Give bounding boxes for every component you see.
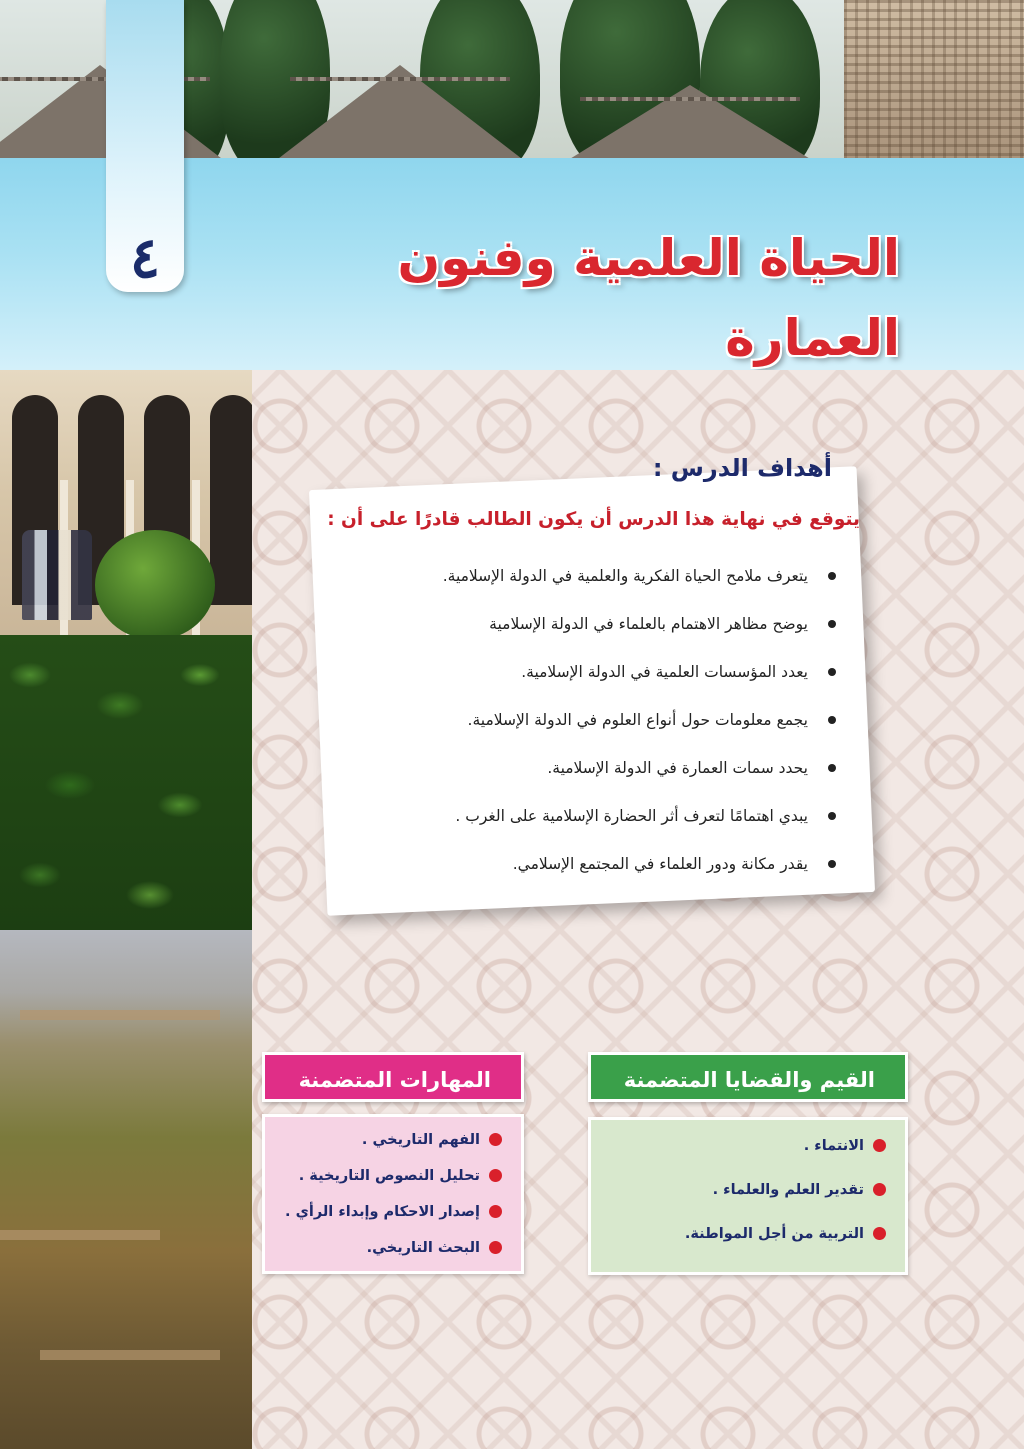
objective-text: يحدد سمات العمارة في الدولة الإسلامية. bbox=[547, 759, 808, 777]
values-list bbox=[600, 1124, 890, 1256]
list-item bbox=[270, 1194, 506, 1230]
value-text: تقدير العلم والعلماء . bbox=[712, 1182, 864, 1198]
list-item bbox=[360, 696, 840, 744]
objective-text: يجمع معلومات حول أنواع العلوم في الدولة الإسلامية. bbox=[467, 711, 808, 729]
list-item bbox=[360, 744, 840, 792]
objectives-intro: يتوقع في نهاية هذا الدرس أن يكون الطالب قادرًا على أن : bbox=[327, 509, 860, 530]
list-item bbox=[360, 600, 840, 648]
bullet-icon bbox=[828, 860, 836, 868]
skills-list bbox=[270, 1122, 506, 1266]
skill-text: تحليل النصوص التاريخية . bbox=[298, 1168, 480, 1184]
objectives-heading: أهداف الدرس : bbox=[652, 454, 832, 482]
skills-box-title: المهارات المتضمنة bbox=[262, 1052, 524, 1102]
objective-text: يوضح مظاهر الاهتمام بالعلماء في الدولة الإسلامية bbox=[489, 615, 808, 633]
list-item bbox=[360, 792, 840, 840]
bullet-icon bbox=[828, 668, 836, 676]
objective-text: يعدد المؤسسات العلمية في الدولة الإسلامية. bbox=[521, 663, 808, 681]
list-item bbox=[600, 1168, 890, 1212]
list-item bbox=[600, 1212, 890, 1256]
bullet-icon bbox=[489, 1133, 502, 1146]
objective-text: يبدي اهتمامًا لتعرف أثر الحضارة الإسلامية على الغرب . bbox=[455, 807, 808, 825]
bullet-icon bbox=[828, 716, 836, 724]
bullet-icon bbox=[873, 1139, 886, 1152]
list-item bbox=[270, 1158, 506, 1194]
list-item bbox=[360, 648, 840, 696]
fortress-photo bbox=[0, 930, 252, 1449]
left-photo-column bbox=[0, 370, 252, 1449]
chapter-tab bbox=[106, 0, 184, 292]
page-title: الحياة العلمية وفنون العمارة bbox=[397, 229, 900, 367]
objectives-list bbox=[360, 552, 840, 888]
objective-text: يتعرف ملامح الحياة الفكرية والعلمية في الدولة الإسلامية. bbox=[442, 567, 808, 585]
list-item bbox=[360, 840, 840, 888]
bullet-icon bbox=[828, 572, 836, 580]
skill-text: الفهم التاريخي . bbox=[361, 1132, 480, 1148]
skill-text: إصدار الاحكام وإبداء الرأي . bbox=[285, 1204, 480, 1220]
values-box-title: القيم والقضايا المتضمنة bbox=[588, 1052, 908, 1102]
objective-text: يقدر مكانة ودور العلماء في المجتمع الإسلامي. bbox=[512, 855, 808, 873]
bullet-icon bbox=[873, 1183, 886, 1196]
list-item bbox=[270, 1230, 506, 1266]
list-item bbox=[600, 1124, 890, 1168]
bullet-icon bbox=[489, 1169, 502, 1182]
bullet-icon bbox=[489, 1205, 502, 1218]
leaves-photo bbox=[0, 635, 252, 935]
bullet-icon bbox=[489, 1241, 502, 1254]
chapter-number: ٤ bbox=[129, 225, 161, 291]
bullet-icon bbox=[828, 620, 836, 628]
skill-text: البحث التاريخي. bbox=[366, 1240, 480, 1256]
courtyard-photo bbox=[0, 370, 252, 645]
list-item bbox=[270, 1122, 506, 1158]
list-item bbox=[360, 552, 840, 600]
value-text: الانتماء . bbox=[803, 1138, 864, 1154]
bullet-icon bbox=[828, 812, 836, 820]
bullet-icon bbox=[873, 1227, 886, 1240]
bullet-icon bbox=[828, 764, 836, 772]
value-text: التربية من أجل المواطنة. bbox=[684, 1226, 864, 1242]
